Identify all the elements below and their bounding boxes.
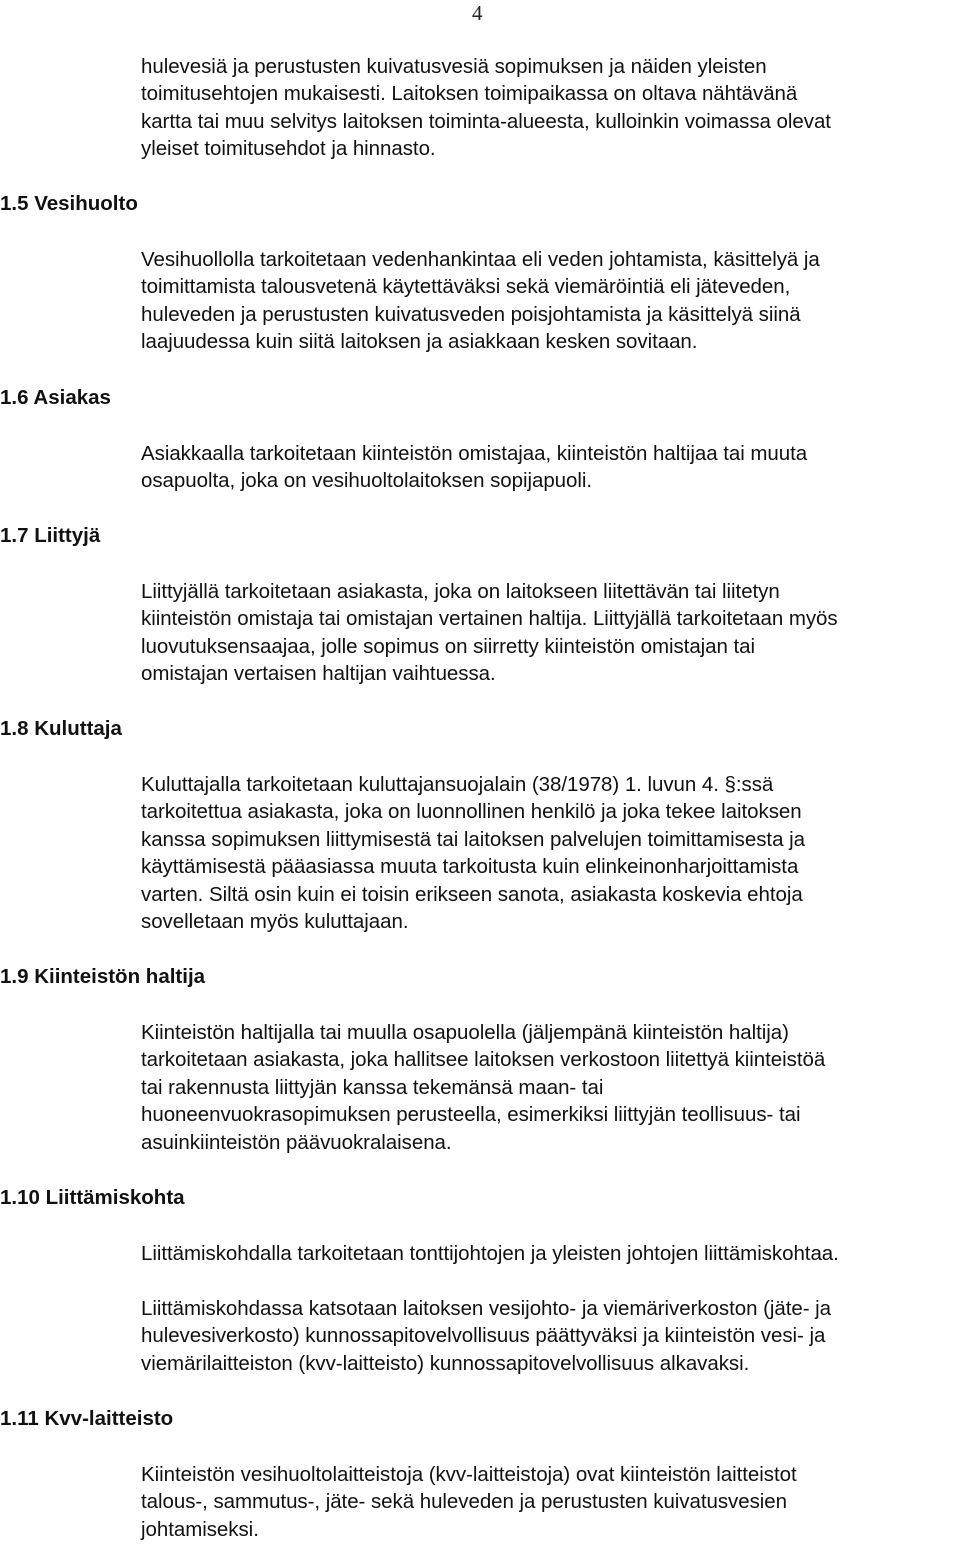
heading-1-9-kiinteiston-haltija: 1.9 Kiinteistön haltija <box>0 965 206 988</box>
heading-1-7-liittyja: 1.7 Liittyjä <box>0 524 101 547</box>
paragraph-liittamiskohta-1: Liittämiskohdalla tarkoitetaan tonttijohtojen ja yleisten johtojen liittämiskohtaa. <box>141 1242 839 1265</box>
paragraph-asiakas: Asiakkaalla tarkoitetaan kiinteistön omistajaa, kiinteistön haltijaa tai muuta osapuolta, joka on vesihuoltolaitoksen sopijapuoli. <box>141 442 808 493</box>
paragraph-liittyja: Liittyjällä tarkoitetaan asiakasta, joka on laitokseen liitettävän tai liitetyn kiinteistön omistaja tai omistajan vertainen haltija. Liittyjällä tarkoitetaan myös luovutuksensaajaa, jolle sopimus on siirretty kiinteistön omistajan tai omistajan vertaisen haltijan vaihtuessa. <box>141 580 838 686</box>
heading-1-10-liittamiskohta: 1.10 Liittämiskohta <box>0 1186 185 1209</box>
page-number: 4 <box>472 1 483 25</box>
paragraph-kvv-laitteisto: Kiinteistön vesihuoltolaitteistoja (kvv-laitteistoja) ovat kiinteistön laitteistot talous-, sammutus-, jäte- sekä huleveden ja perustusten kuivatusvesien johtamiseksi. <box>141 1463 797 1541</box>
heading-1-6-asiakas: 1.6 Asiakas <box>0 386 111 409</box>
intro-paragraph: hulevesiä ja perustusten kuivatusvesiä sopimuksen ja näiden yleisten toimitusehtojen mukaisesti. Laitoksen toimipaikassa on oltava nähtävänä kartta tai muu selvitys laitoksen toiminta-alueesta, kulloinkin voimassa olevat yleiset toimitusehdot ja hinnasto. <box>141 55 831 161</box>
paragraph-kiinteiston-haltija: Kiinteistön haltijalla tai muulla osapuolella (jäljempänä kiinteistön haltija) tarkoitetaan asiakasta, joka hallitsee laitoksen verkostoon liitettyä kiinteistöä tai rakennusta liittyjän kanssa tekemänsä maan- tai huoneenvuokrasopimuksen perusteella, esimerkiksi liittyjän teollisuus- tai asuinkiinteistön päävuokralaisena. <box>141 1021 826 1154</box>
paragraph-liittamiskohta-2: Liittämiskohdassa katsotaan laitoksen vesijohto- ja viemäriverkoston (jäte- ja hulevesiverkosto) kunnossapitovelvollisuus päättyväksi ja kiinteistön vesi- ja viemärilaitteiston (kvv-laitteisto) kunnossapitovelvollisuus alkavaksi. <box>141 1297 832 1375</box>
paragraph-vesihuolto: Vesihuollolla tarkoitetaan vedenhankintaa eli veden johtamista, käsittelyä ja toimittamista talousvetenä käytettäväksi sekä viemäröintiä eli jäteveden, huleveden ja perustusten kuivatusveden poisjohtamista ja käsittelyä siinä laajuudessa kuin siitä laitoksen ja asiakkaan kesken sovitaan. <box>141 248 820 354</box>
paragraph-kuluttaja: Kuluttajalla tarkoitetaan kuluttajansuojalain (38/1978) 1. luvun 4. §:ssä tarkoitettua asiakasta, joka on luonnollinen henkilö ja joka tekee laitoksen kanssa sopimuksen liittymisestä tai laitoksen palvelujen toimittamisesta ja käyttämisestä pääasiassa muuta tarkoitusta kuin elinkeinonharjoittamista varten. Siltä osin kuin ei toisin erikseen sanota, asiakasta koskevia ehtoja sovelletaan myös kuluttajaan. <box>141 773 805 934</box>
heading-1-11-kvv-laitteisto: 1.11 Kvv-laitteisto <box>0 1407 174 1430</box>
heading-1-8-kuluttaja: 1.8 Kuluttaja <box>0 717 122 740</box>
heading-1-5-vesihuolto: 1.5 Vesihuolto <box>0 192 138 215</box>
